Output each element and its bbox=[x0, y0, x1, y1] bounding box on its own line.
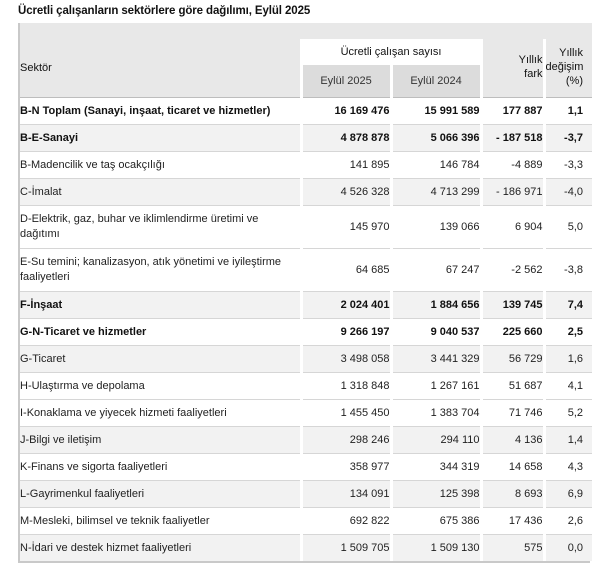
cell-sector: L-Gayrimenkul faaliyetleri bbox=[20, 481, 301, 508]
cell-eylul-2025: 64 685 bbox=[301, 249, 391, 292]
employment-by-sector-table bbox=[20, 23, 592, 561]
cell-eylul-2024: 15 991 589 bbox=[391, 98, 481, 125]
cell-yearly-change: 7,4 bbox=[544, 292, 592, 319]
cell-eylul-2024: 125 398 bbox=[391, 481, 481, 508]
cell-eylul-2025: 134 091 bbox=[301, 481, 391, 508]
table-row bbox=[20, 98, 592, 125]
yearly-diff-line-1: Yıllık bbox=[518, 54, 543, 67]
table-row bbox=[20, 346, 592, 373]
cell-eylul-2025: 2 024 401 bbox=[301, 292, 391, 319]
header-row-group bbox=[20, 39, 592, 65]
cell-sector: I-Konaklama ve yiyecek hizmeti faaliyetleri bbox=[20, 400, 301, 427]
table-row bbox=[20, 125, 592, 152]
table-body bbox=[20, 98, 592, 562]
cell-yearly-change: 1,4 bbox=[544, 427, 592, 454]
table-row bbox=[20, 373, 592, 400]
cell-eylul-2024: 9 040 537 bbox=[391, 319, 481, 346]
cell-eylul-2025: 4 878 878 bbox=[301, 125, 391, 152]
cell-yearly-diff: 575 bbox=[481, 535, 544, 562]
cell-yearly-change: -3,7 bbox=[544, 125, 592, 152]
header-row-spacer bbox=[20, 23, 592, 39]
cell-eylul-2024: 675 386 bbox=[391, 508, 481, 535]
cell-yearly-change: -3,3 bbox=[544, 152, 592, 179]
cell-yearly-change: 5,2 bbox=[544, 400, 592, 427]
cell-sector: E-Su temini; kanalizasyon, atık yönetimi ve iyileştirme faaliyetleri bbox=[20, 249, 301, 292]
cell-sector: H-Ulaştırma ve depolama bbox=[20, 373, 301, 400]
table-header bbox=[20, 23, 592, 98]
cell-sector: G-Ticaret bbox=[20, 346, 301, 373]
column-header-group-employee-count: Ücretli çalışan sayısı bbox=[301, 39, 481, 65]
cell-yearly-diff: -4 889 bbox=[481, 152, 544, 179]
cell-yearly-change: 2,5 bbox=[544, 319, 592, 346]
table-row bbox=[20, 179, 592, 206]
cell-yearly-diff: 14 658 bbox=[481, 454, 544, 481]
cell-yearly-diff: - 187 518 bbox=[481, 125, 544, 152]
yearly-change-line-3: (%) bbox=[565, 74, 583, 87]
cell-eylul-2025: 298 246 bbox=[301, 427, 391, 454]
cell-yearly-change: 4,3 bbox=[544, 454, 592, 481]
table-row bbox=[20, 400, 592, 427]
cell-yearly-change: 1,6 bbox=[544, 346, 592, 373]
cell-yearly-diff: 139 745 bbox=[481, 292, 544, 319]
cell-yearly-change: 6,9 bbox=[544, 481, 592, 508]
table-row bbox=[20, 454, 592, 481]
column-header-yearly-diff bbox=[481, 39, 544, 98]
cell-yearly-diff: 17 436 bbox=[481, 508, 544, 535]
cell-sector: N-İdari ve destek hizmet faaliyetleri bbox=[20, 535, 301, 562]
cell-sector: K-Finans ve sigorta faaliyetleri bbox=[20, 454, 301, 481]
cell-eylul-2024: 67 247 bbox=[391, 249, 481, 292]
cell-sector: B-Madencilik ve taş ocakçılığı bbox=[20, 152, 301, 179]
table-row bbox=[20, 292, 592, 319]
yearly-change-line-2: değişim bbox=[545, 61, 584, 74]
cell-yearly-diff: 51 687 bbox=[481, 373, 544, 400]
cell-eylul-2024: 4 713 299 bbox=[391, 179, 481, 206]
cell-yearly-change: 5,0 bbox=[544, 206, 592, 249]
cell-yearly-change: 1,1 bbox=[544, 98, 592, 125]
table-row bbox=[20, 427, 592, 454]
cell-eylul-2025: 1 509 705 bbox=[301, 535, 391, 562]
cell-yearly-diff: 71 746 bbox=[481, 400, 544, 427]
cell-sector: G-N-Ticaret ve hizmetler bbox=[20, 319, 301, 346]
cell-eylul-2024: 139 066 bbox=[391, 206, 481, 249]
header-spacer-group bbox=[301, 23, 481, 39]
cell-eylul-2025: 9 266 197 bbox=[301, 319, 391, 346]
cell-eylul-2025: 3 498 058 bbox=[301, 346, 391, 373]
page-title: Ücretli çalışanların sektörlere göre dağılımı, Eylül 2025 bbox=[18, 5, 311, 17]
cell-yearly-diff: 56 729 bbox=[481, 346, 544, 373]
cell-eylul-2024: 1 267 161 bbox=[391, 373, 481, 400]
table-row bbox=[20, 481, 592, 508]
cell-yearly-diff: 6 904 bbox=[481, 206, 544, 249]
cell-eylul-2024: 3 441 329 bbox=[391, 346, 481, 373]
cell-yearly-diff: 8 693 bbox=[481, 481, 544, 508]
header-spacer-fark bbox=[481, 23, 544, 39]
table-row bbox=[20, 152, 592, 179]
cell-eylul-2024: 5 066 396 bbox=[391, 125, 481, 152]
cell-sector: C-İmalat bbox=[20, 179, 301, 206]
cell-yearly-change: -3,8 bbox=[544, 249, 592, 292]
cell-yearly-change: 2,6 bbox=[544, 508, 592, 535]
cell-sector: J-Bilgi ve iletişim bbox=[20, 427, 301, 454]
cell-eylul-2025: 1 455 450 bbox=[301, 400, 391, 427]
cell-yearly-diff: 225 660 bbox=[481, 319, 544, 346]
column-header-sector: Sektör bbox=[20, 39, 301, 98]
yearly-diff-line-2: fark bbox=[524, 68, 543, 80]
cell-eylul-2025: 16 169 476 bbox=[301, 98, 391, 125]
cell-eylul-2024: 1 884 656 bbox=[391, 292, 481, 319]
cell-yearly-diff: 177 887 bbox=[481, 98, 544, 125]
table-container bbox=[18, 23, 590, 561]
cell-sector: B-N Toplam (Sanayi, inşaat, ticaret ve hizmetler) bbox=[20, 98, 301, 125]
cell-eylul-2025: 4 526 328 bbox=[301, 179, 391, 206]
cell-eylul-2025: 145 970 bbox=[301, 206, 391, 249]
cell-eylul-2024: 146 784 bbox=[391, 152, 481, 179]
header-spacer-sector bbox=[20, 23, 301, 39]
cell-eylul-2025: 358 977 bbox=[301, 454, 391, 481]
cell-eylul-2024: 344 319 bbox=[391, 454, 481, 481]
cell-sector: B-E-Sanayi bbox=[20, 125, 301, 152]
table-row bbox=[20, 319, 592, 346]
cell-eylul-2024: 1 383 704 bbox=[391, 400, 481, 427]
yearly-change-line-1: Yıllık bbox=[559, 47, 583, 60]
cell-eylul-2025: 1 318 848 bbox=[301, 373, 391, 400]
cell-sector: M-Mesleki, bilimsel ve teknik faaliyetler bbox=[20, 508, 301, 535]
column-header-eylul-2024: Eylül 2024 bbox=[391, 65, 481, 98]
table-row bbox=[20, 249, 592, 292]
cell-yearly-diff: -2 562 bbox=[481, 249, 544, 292]
column-header-yearly-change bbox=[544, 39, 592, 98]
cell-eylul-2024: 1 509 130 bbox=[391, 535, 481, 562]
column-header-eylul-2025: Eylül 2025 bbox=[301, 65, 391, 98]
cell-yearly-change: 4,1 bbox=[544, 373, 592, 400]
table-row bbox=[20, 535, 592, 562]
table-row bbox=[20, 508, 592, 535]
cell-eylul-2025: 141 895 bbox=[301, 152, 391, 179]
cell-yearly-diff: 4 136 bbox=[481, 427, 544, 454]
cell-sector: D-Elektrik, gaz, buhar ve iklimlendirme üretimi ve dağıtımı bbox=[20, 206, 301, 249]
table-row bbox=[20, 206, 592, 249]
cell-eylul-2025: 692 822 bbox=[301, 508, 391, 535]
cell-yearly-diff: - 186 971 bbox=[481, 179, 544, 206]
cell-sector: F-İnşaat bbox=[20, 292, 301, 319]
header-spacer-degisim bbox=[544, 23, 592, 39]
cell-yearly-change: -4,0 bbox=[544, 179, 592, 206]
cell-eylul-2024: 294 110 bbox=[391, 427, 481, 454]
cell-yearly-change: 0,0 bbox=[544, 535, 592, 562]
